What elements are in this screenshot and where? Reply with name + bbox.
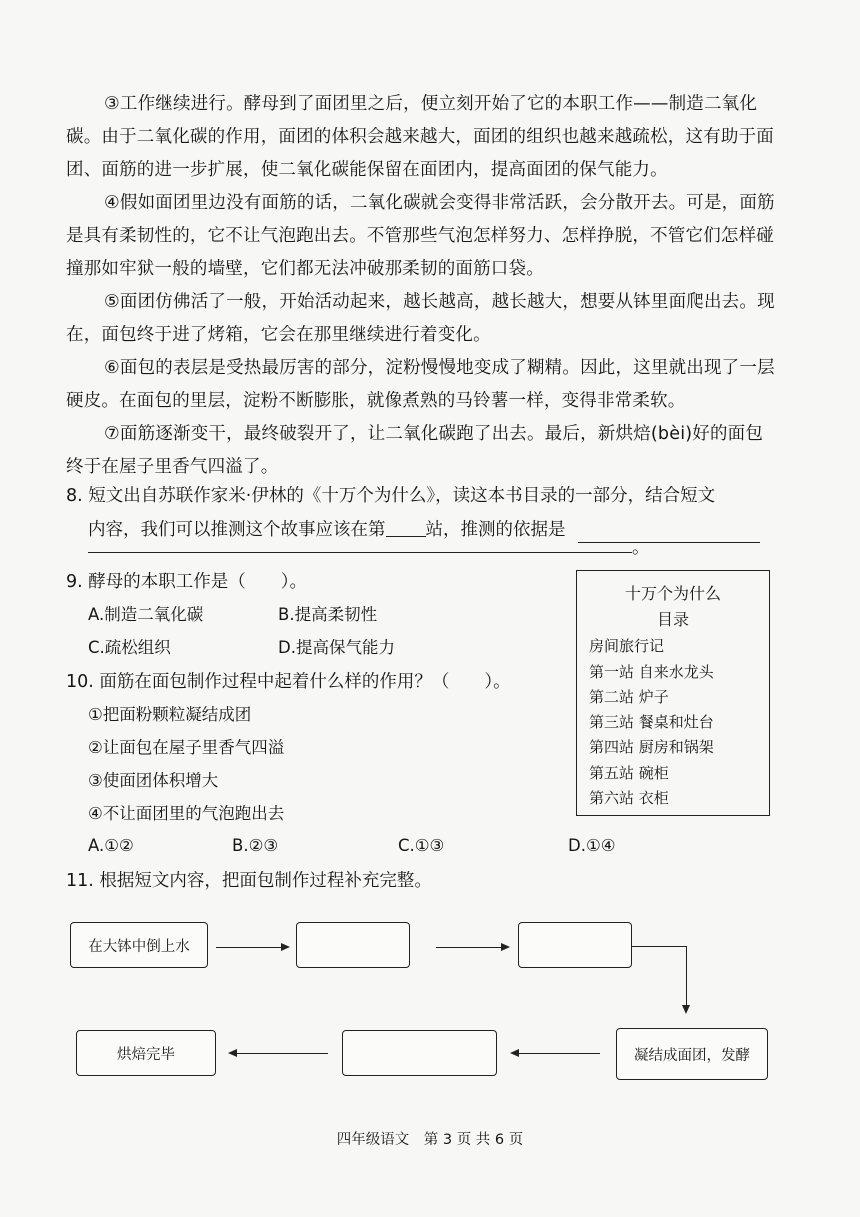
flow-connector — [632, 946, 686, 947]
flow-step-3-blank[interactable] — [518, 922, 632, 968]
q9-option-c[interactable]: C.疏松组织 — [88, 638, 171, 657]
toc-station-4: 第四站 厨房和锅架 — [589, 738, 714, 756]
toc-station-3: 第三站 餐桌和灶台 — [589, 713, 714, 731]
q10-item-2: ②让面包在屋子里香气四溢 — [88, 738, 285, 757]
q8-line2 — [88, 516, 566, 544]
toc-title: 十万个为什么 — [624, 584, 721, 603]
q10-item-3: ③使面团体积增大 — [88, 771, 219, 790]
toc-section: 房间旅行记 — [589, 637, 665, 655]
paragraph-5: ⑤面团仿佛活了一般，开始活动起来，越长越高，越长越大，想要从钵里面爬出去。现在，面包终于进了烤箱，它会在那里继续进行着变化。 — [66, 292, 775, 345]
q9-option-a[interactable]: A.制造二氧化碳 — [88, 605, 204, 624]
q8-station-blank[interactable] — [386, 516, 426, 537]
q9-stem: 9. 酵母的本职工作是（ ）。 — [66, 572, 308, 592]
paragraph-3: ③工作继续进行。酵母到了面团里之后，便立刻开始了它的本职工作——制造二氧化碳。由于二氧化碳的作用，面团的体积会越来越大，面团的组织也越来越疏松，这有助于面团、面筋的进一步扩展，使二氧化碳能保留在面团内，提高面团的保气能力。 — [66, 94, 774, 180]
paragraph-4: ④假如面团里边没有面筋的话，二氧化碳就会变得非常活跃，会分散开去。可是，面筋是具有柔韧性的，它不让气泡跑出去。不管那些气泡怎样努力、怎样挣脱，不管它们怎样碰撞那如牢狱一般的墙壁，它们都无法冲破那柔韧的面筋口袋。 — [66, 193, 775, 279]
paragraph-7: ⑦面筋逐渐变干，最终破裂开了，让二氧化碳跑了出去。最后，新烘焙(bèi)好的面包终于在屋子里香气四溢了。 — [66, 424, 764, 477]
q10-item-4: ④不让面团里的气泡跑出去 — [88, 804, 285, 823]
flow-arrow-4 — [512, 1053, 600, 1054]
toc-station-6: 第六站 衣柜 — [589, 789, 669, 807]
q8-reason-blank-1[interactable] — [578, 542, 760, 543]
flow-arrow-1 — [216, 947, 288, 948]
toc-station-1: 第一站 自来水龙头 — [589, 663, 714, 681]
toc-station-5: 第五站 碗柜 — [589, 764, 669, 782]
page-footer: 四年级语文 第 3 页 共 6 页 — [336, 1132, 524, 1148]
q8-end-mark: 。 — [632, 538, 650, 558]
book-contents-box — [576, 570, 770, 816]
q10-option-d[interactable]: D.①④ — [568, 836, 616, 855]
flow-step-1: 在大钵中倒上水 — [70, 922, 208, 968]
toc-station-2: 第二站 炉子 — [589, 688, 669, 706]
q10-stem: 10. 面筋在面包制作过程中起着什么样的作用？（ ）。 — [66, 672, 511, 692]
flow-arrow-3 — [686, 946, 687, 1012]
q11-stem: 11. 根据短文内容，把面包制作过程补充完整。 — [66, 871, 432, 891]
flow-step-6: 烘焙完毕 — [76, 1030, 216, 1076]
toc-subtitle: 目录 — [656, 610, 689, 629]
flow-step-4: 凝结成面团，发酵 — [616, 1028, 768, 1080]
q9-option-d[interactable]: D.提高保气能力 — [278, 638, 395, 657]
q9-option-b[interactable]: B.提高柔韧性 — [278, 605, 378, 624]
q8-line1: 8. 短文出自苏联作家米·伊林的《十万个为什么》，读这本书目录的一部分，结合短文 — [66, 486, 716, 506]
q10-option-a[interactable]: A.①② — [88, 836, 134, 855]
paragraph-6: ⑥面包的表层是受热最厉害的部分，淀粉慢慢地变成了糊精。因此，这里就出现了一层硬皮。在面包的里层，淀粉不断膨胀，就像煮熟的马铃薯一样，变得非常柔软。 — [66, 358, 775, 411]
flow-step-5-blank[interactable] — [342, 1030, 497, 1076]
q8-line2-a: 内容，我们可以推测这个故事应该在第 — [88, 520, 386, 540]
q8-line2-b: 站，推测的依据是 — [425, 520, 566, 540]
q10-item-1: ①把面粉颗粒凝结成团 — [88, 705, 252, 724]
q10-option-b[interactable]: B.②③ — [232, 836, 279, 855]
flow-arrow-5 — [230, 1053, 328, 1054]
flow-step-2-blank[interactable] — [296, 922, 410, 968]
q10-option-c[interactable]: C.①③ — [398, 836, 445, 855]
q8-reason-blank-2[interactable] — [88, 552, 632, 553]
flow-arrow-2 — [436, 947, 508, 948]
